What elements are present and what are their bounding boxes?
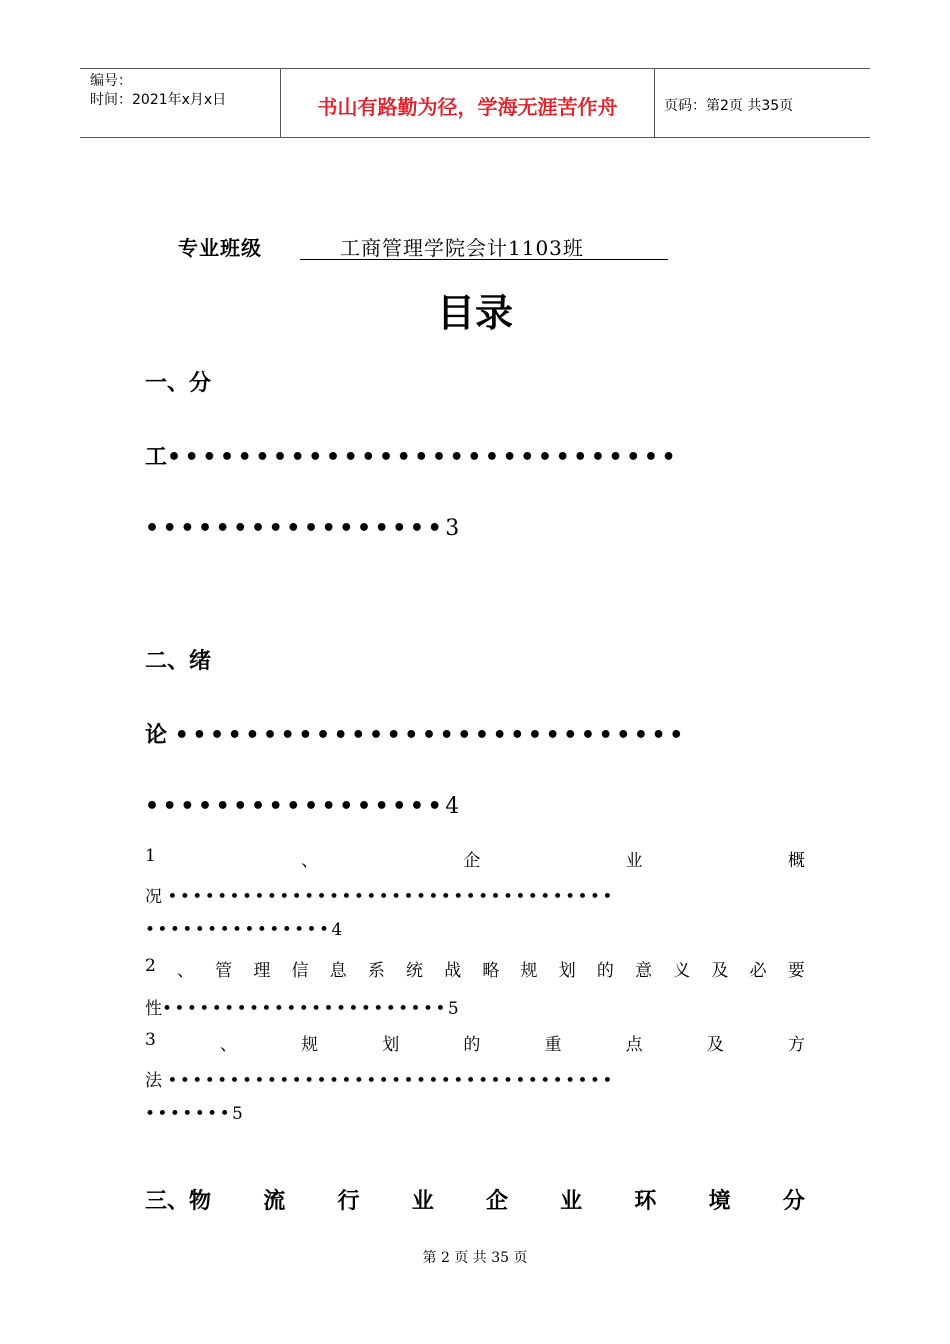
toc-item-3-line [145, 1066, 615, 1091]
toc-leader-dots: ••••••••••••••• [145, 920, 332, 940]
header-meta [90, 72, 226, 110]
toc-text: 况 [145, 887, 162, 907]
header-divider [654, 69, 655, 137]
toc-text: 略 [482, 961, 500, 981]
toc-page-number: 5 [447, 999, 459, 1019]
toc-text: 必 [749, 961, 767, 981]
toc-text: 、 [177, 961, 194, 981]
toc-item-1-leader [145, 920, 342, 940]
toc-text: 境 [708, 1189, 731, 1214]
toc-page-number: 4 [331, 920, 343, 940]
toc-text: 及 [706, 1035, 724, 1055]
toc-text: 划 [558, 961, 576, 981]
toc-text: 意 [635, 961, 653, 981]
toc-text: 行 [337, 1189, 360, 1214]
toc-text: 息 [329, 961, 347, 981]
toc-leader-dots: ••••••• [145, 1104, 232, 1124]
toc-text: 3 [145, 1030, 156, 1050]
toc-section-2-line [145, 718, 687, 749]
toc-leader-dots: •••••••••••••••••••••••••••••••••••• [167, 887, 615, 907]
toc-text: 的 [596, 961, 614, 981]
toc-text: 企 [463, 851, 481, 871]
toc-leader-dots: ••••••••••••••••••••••••••••• [174, 723, 687, 748]
toc-leader-dots: ••••••••••••••••• [145, 516, 446, 541]
toc-item-1-line [145, 882, 615, 907]
toc-item-2-title [145, 956, 805, 981]
toc-text: 管 [215, 961, 233, 981]
number-label: 编号： [90, 73, 132, 89]
time-label: 时间：2021年x月x日 [90, 92, 227, 108]
header-motto: 书山有路勤为径，学海无涯苦作舟 [317, 95, 618, 119]
toc-text: 企 [485, 1189, 508, 1214]
toc-text: 义 [673, 961, 691, 981]
toc-section-1-char: 工 [145, 445, 168, 470]
toc-item-3-title [145, 1030, 805, 1055]
toc-section-2-char: 论 [145, 723, 168, 748]
toc-text: 业 [625, 851, 643, 871]
toc-text: 2 [145, 956, 156, 976]
toc-section-3-title [145, 1184, 805, 1215]
toc-text: 及 [711, 961, 729, 981]
toc-text: 业 [560, 1189, 583, 1214]
toc-section-1-leader [145, 516, 459, 541]
toc-section-2-leader [145, 794, 459, 819]
toc-text: 划 [382, 1035, 400, 1055]
class-value: 工商管理学院会计1103班 [300, 232, 668, 260]
toc-page-number: 4 [445, 794, 460, 819]
toc-leader-dots: ••••••••••••••••• [145, 794, 446, 819]
toc-text: 统 [406, 961, 424, 981]
header-page-info: 页码：第2页 共35页 [664, 98, 794, 114]
toc-text: 法 [145, 1071, 162, 1091]
toc-text: 、 [219, 1035, 237, 1055]
toc-text: 业 [411, 1189, 434, 1214]
toc-text: 规 [301, 1035, 319, 1055]
toc-text: 、 [301, 851, 319, 871]
toc-text: 规 [520, 961, 538, 981]
toc-text: 理 [253, 961, 271, 981]
toc-item-3-leader [145, 1104, 243, 1124]
toc-leader-dots: ••••••••••••••••••••••••••••• [167, 445, 680, 470]
page-header [80, 68, 870, 138]
toc-text: 分 [782, 1189, 805, 1214]
toc-text: 性 [145, 999, 162, 1019]
toc-section-1-title: 一、分 [145, 371, 212, 396]
toc-text: 重 [544, 1035, 562, 1055]
toc-text: 流 [263, 1189, 286, 1214]
toc-section-2-title: 二、绪 [145, 649, 212, 674]
page-footer: 第 2 页 共 35 页 [422, 1250, 528, 1266]
toc-text: 的 [463, 1035, 481, 1055]
toc-text: 三、物 [145, 1189, 212, 1214]
toc-text: 环 [634, 1189, 657, 1214]
toc-item-1-title [145, 846, 805, 871]
class-label: 专业班级 [178, 236, 262, 260]
toc-text: 点 [625, 1035, 643, 1055]
toc-leader-dots: •••••••••••••••••••••••••••••••••••• [167, 1071, 615, 1091]
toc-text: 系 [367, 961, 385, 981]
toc-item-2-line [145, 994, 459, 1019]
toc-text: 概 [787, 851, 805, 871]
toc-section-1-line [145, 440, 679, 471]
toc-text: 信 [291, 961, 309, 981]
toc-page-number: 3 [445, 516, 460, 541]
toc-text: 要 [787, 961, 805, 981]
toc-text: 1 [145, 846, 156, 866]
toc-page-number: 5 [232, 1104, 243, 1124]
toc-leader-dots: ••••••••••••••••••••••• [162, 999, 448, 1019]
toc-text: 战 [444, 961, 462, 981]
toc-text: 方 [787, 1035, 805, 1055]
toc-title: 目录 [436, 291, 513, 335]
